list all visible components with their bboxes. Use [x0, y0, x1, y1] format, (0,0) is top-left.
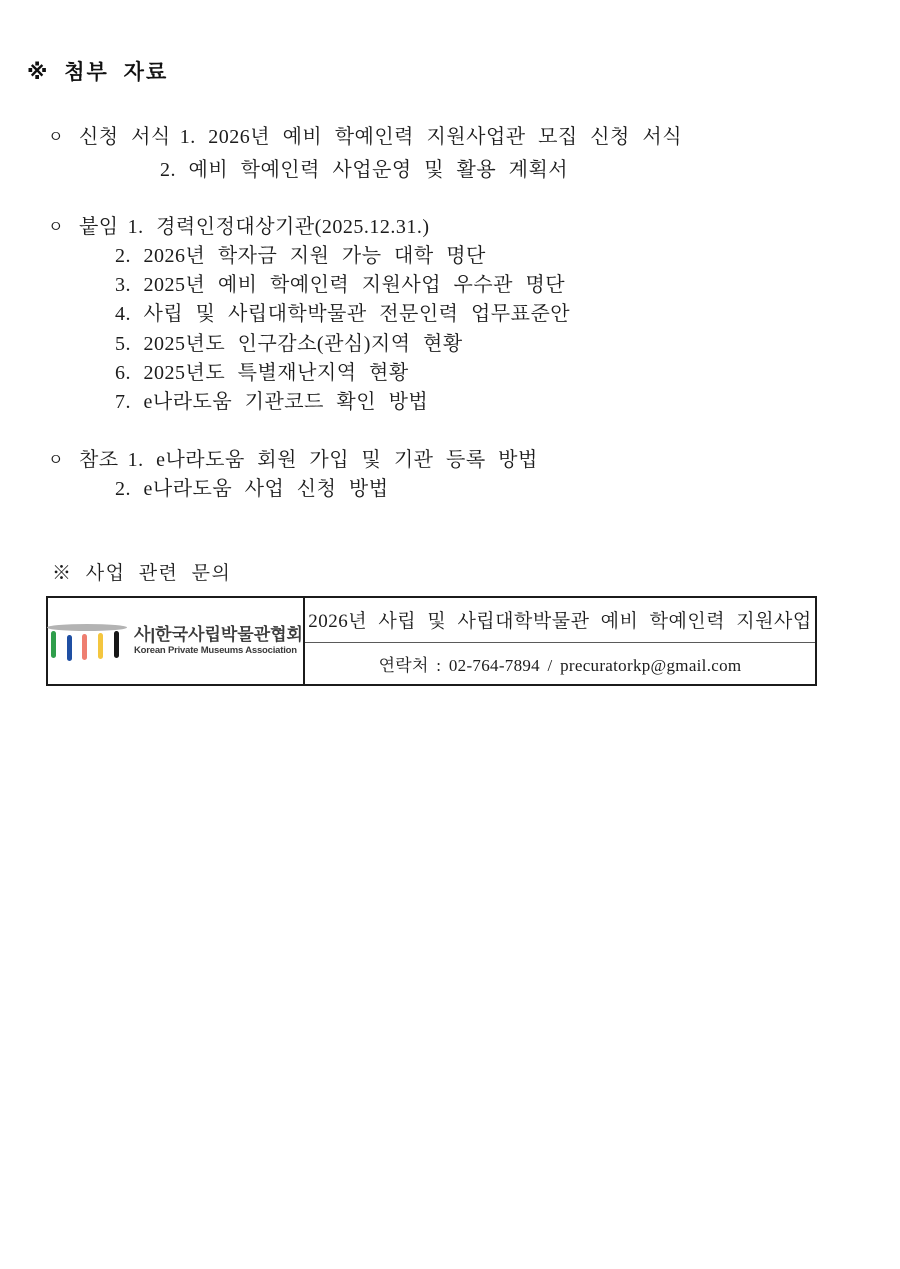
- group-reference-label: 참조: [78, 449, 119, 471]
- annex-item-3: 3. 2025년 예비 학예인력 지원사업 우수관 명단: [115, 274, 566, 296]
- reference-item-2: 2. e나라도움 사업 신청 방법: [115, 478, 389, 500]
- org-name-korean: 사|한국사립박물관협회: [134, 625, 303, 645]
- program-title-cell: 2026년 사립 및 사립대학박물관 예비 학예인력 지원사업: [305, 598, 815, 643]
- group-reference-line: [48, 449, 538, 471]
- group-marker: ㅇ: [48, 129, 64, 146]
- annex-item-7: 7. e나라도움 기관코드 확인 방법: [115, 391, 429, 413]
- annex-item-5: 5. 2025년도 인구감소(관심)지역 현황: [115, 333, 463, 355]
- org-logo: [48, 621, 126, 661]
- org-logo-cell: [48, 598, 305, 684]
- contact-info-cell: 연락처 : 02-764-7894 / precuratorkp@gmail.com: [378, 655, 742, 675]
- inquiry-title: ※ 사업 관련 문의: [52, 563, 232, 584]
- group-marker: ㅇ: [48, 452, 64, 469]
- contact-table-right: [305, 598, 815, 684]
- application-form-item-1: 1. 2026년 예비 학예인력 지원사업관 모집 신청 서식: [179, 126, 683, 148]
- annex-item-2: 2. 2026년 학자금 지원 가능 대학 명단: [115, 245, 486, 267]
- application-form-item-2: 2. 예비 학예인력 사업운영 및 활용 계획서: [160, 159, 569, 181]
- logo-bar-black-icon: [114, 631, 119, 658]
- logo-bar-salmon-icon: [82, 634, 87, 660]
- logo-bar-yellow-icon: [98, 633, 103, 659]
- org-logo-text: [134, 625, 303, 656]
- contact-table: [46, 596, 817, 686]
- logo-roof-icon: [47, 624, 127, 631]
- attachments-title: ※ 첨부 자료: [27, 61, 169, 84]
- group-application-forms-label: 신청 서식: [78, 126, 171, 148]
- org-name-english: Korean Private Museums Association: [134, 644, 297, 656]
- logo-bar-green-icon: [51, 631, 56, 658]
- annex-item-6: 6. 2025년도 특별재난지역 현황: [115, 362, 409, 384]
- logo-bar-blue-icon: [67, 635, 72, 661]
- group-application-forms-line: [48, 126, 682, 148]
- reference-item-1: 1. e나라도움 회원 가입 및 기관 등록 방법: [127, 449, 538, 471]
- annex-item-1: 1. 경력인정대상기관(2025.12.31.): [127, 216, 430, 238]
- group-annex-line: [48, 216, 430, 238]
- group-annex-label: 붙임: [78, 216, 119, 238]
- annex-item-4: 4. 사립 및 사립대학박물관 전문인력 업무표준안: [115, 303, 571, 325]
- group-marker: ㅇ: [48, 219, 64, 236]
